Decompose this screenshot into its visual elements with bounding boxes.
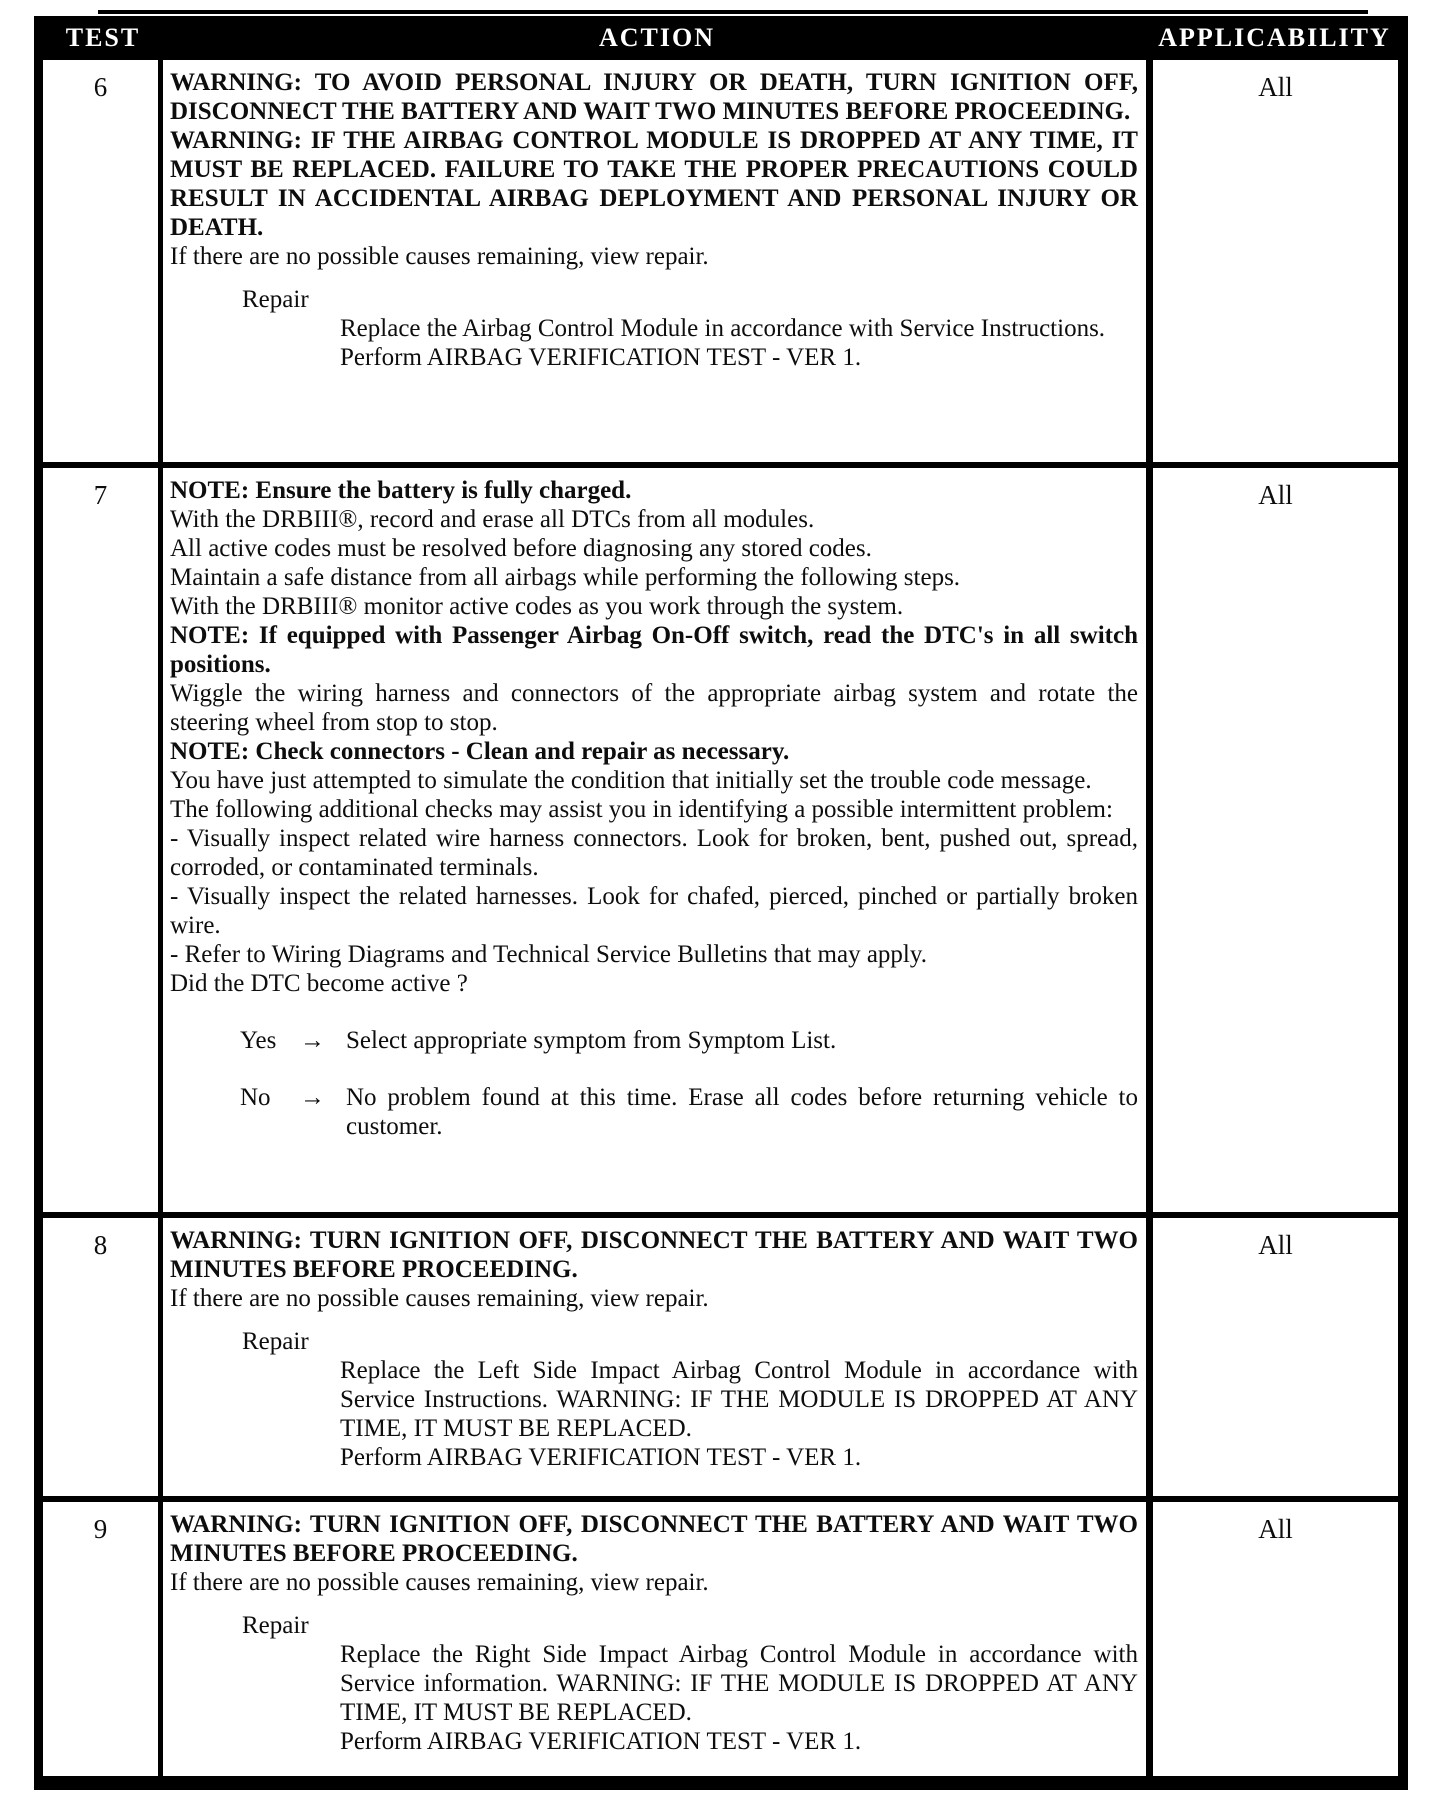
repair-item: Replace the Right Side Impact Airbag Control Module in accordance with Service information. WARNING: IF THE MODULE IS DROPPED AT ANY TIME, IT MUST BE REPLACED. (340, 1641, 1138, 1726)
action-paragraph-bold: NOTE: Check connectors - Clean and repair as necessary. (170, 738, 790, 765)
action-paragraph-bold: WARNING: IF THE AIRBAG CONTROL MODULE IS DROPPED AT ANY TIME, IT MUST BE REPLACED. FAILURE TO TAKE THE PROPER PRECAUTIONS COULD RESULT IN ACCIDENTAL AIRBAG DEPLOYMENT AND PERSONAL INJURY OR DEATH. (170, 127, 1138, 241)
action-paragraph: Wiggle the wiring harness and connectors of the appropriate airbag system and rotate the steering wheel from stop to stop. (170, 680, 1138, 736)
table-header (43, 16, 1398, 60)
action-paragraph: Maintain a safe distance from all airbags while performing the following steps. (170, 564, 961, 591)
applicability-cell: All (1258, 1514, 1293, 1544)
table-row (43, 462, 1398, 1212)
action-paragraph: - Visually inspect the related harnesses. Look for chafed, pierced, pinched or partially broken wire. (170, 883, 1138, 939)
scan-artifact-line (98, 10, 1368, 14)
table-row (43, 1212, 1398, 1496)
decision-row (170, 1083, 1138, 1141)
action-paragraph: The following additional checks may assist you in identifying a possible intermittent problem: (170, 796, 1113, 823)
repair-item: Perform AIRBAG VERIFICATION TEST - VER 1. (340, 344, 862, 371)
test-cell: 9 (93, 1514, 108, 1544)
repair-block (170, 285, 1138, 372)
repair-label: Repair (242, 286, 309, 313)
action-paragraph: All active codes must be resolved before diagnosing any stored codes. (170, 535, 872, 562)
table-body (43, 60, 1398, 1776)
repair-instructions (340, 1640, 1138, 1756)
header-cell-test: TEST (65, 23, 141, 52)
test-cell: 7 (93, 480, 108, 510)
action-cell (158, 468, 1153, 1212)
repair-instructions (340, 314, 1138, 372)
repair-item: Perform AIRBAG VERIFICATION TEST - VER 1. (340, 1444, 862, 1471)
repair-item: Replace the Left Side Impact Airbag Control Module in accordance with Service Instructions. WARNING: IF THE MODULE IS DROPPED AT ANY TIME, IT MUST BE REPLACED. (340, 1357, 1138, 1442)
test-cell: 6 (93, 72, 108, 102)
right-arrow-icon: → (300, 1027, 325, 1054)
right-arrow-icon: → (300, 1084, 325, 1111)
decision-answer: Yes (240, 1027, 277, 1054)
diagnostic-test-table (34, 16, 1408, 1790)
action-paragraph-bold: NOTE: Ensure the battery is fully charged. (170, 477, 632, 504)
action-paragraph: - Visually inspect related wire harness connectors. Look for broken, bent, pushed out, spread, corroded, or contaminated terminals. (170, 825, 1138, 881)
applicability-cell: All (1258, 72, 1293, 102)
action-paragraph: If there are no possible causes remaining, view repair. (170, 1285, 709, 1312)
header-cell-applicability: APPLICABILITY (1158, 23, 1391, 52)
repair-label: Repair (242, 1328, 309, 1355)
action-cell (158, 60, 1153, 462)
action-cell (158, 1218, 1153, 1496)
repair-block (170, 1327, 1138, 1472)
repair-instructions (340, 1356, 1138, 1472)
decision-text: No problem found at this time. Erase all codes before returning vehicle to customer. (346, 1084, 1138, 1140)
decision-row (170, 1026, 1138, 1055)
action-paragraph: You have just attempted to simulate the condition that initially set the trouble code message. (170, 767, 1092, 794)
action-paragraph: - Refer to Wiring Diagrams and Technical Service Bulletins that may apply. (170, 941, 927, 968)
action-paragraph-bold: WARNING: TO AVOID PERSONAL INJURY OR DEATH, TURN IGNITION OFF, DISCONNECT THE BATTERY AND WAIT TWO MINUTES BEFORE PROCEEDING. (170, 69, 1138, 125)
action-paragraph: If there are no possible causes remaining, view repair. (170, 1569, 709, 1596)
action-paragraph-bold: NOTE: If equipped with Passenger Airbag On-Off switch, read the DTC's in all switch positions. (170, 622, 1138, 678)
action-paragraph: With the DRBIII® monitor active codes as you work through the system. (170, 593, 904, 620)
repair-block (170, 1611, 1138, 1756)
decision-answer: No (240, 1084, 271, 1111)
table-row (43, 1496, 1398, 1776)
action-paragraph: Did the DTC become active ? (170, 970, 468, 997)
repair-item: Replace the Airbag Control Module in accordance with Service Instructions. (340, 315, 1106, 342)
action-paragraph-bold: WARNING: TURN IGNITION OFF, DISCONNECT THE BATTERY AND WAIT TWO MINUTES BEFORE PROCEEDING. (170, 1511, 1138, 1567)
action-paragraph-bold: WARNING: TURN IGNITION OFF, DISCONNECT THE BATTERY AND WAIT TWO MINUTES BEFORE PROCEEDING. (170, 1227, 1138, 1283)
applicability-cell: All (1258, 1230, 1293, 1260)
header-cell-action: ACTION (598, 23, 715, 52)
action-paragraph: With the DRBIII®, record and erase all DTCs from all modules. (170, 506, 815, 533)
repair-label: Repair (242, 1612, 309, 1639)
applicability-cell: All (1258, 480, 1293, 510)
action-cell (158, 1502, 1153, 1776)
action-paragraph: If there are no possible causes remaining, view repair. (170, 243, 709, 270)
decision-text: Select appropriate symptom from Symptom List. (346, 1027, 837, 1054)
test-cell: 8 (93, 1230, 108, 1260)
table-row (43, 60, 1398, 462)
repair-item: Perform AIRBAG VERIFICATION TEST - VER 1. (340, 1728, 862, 1755)
